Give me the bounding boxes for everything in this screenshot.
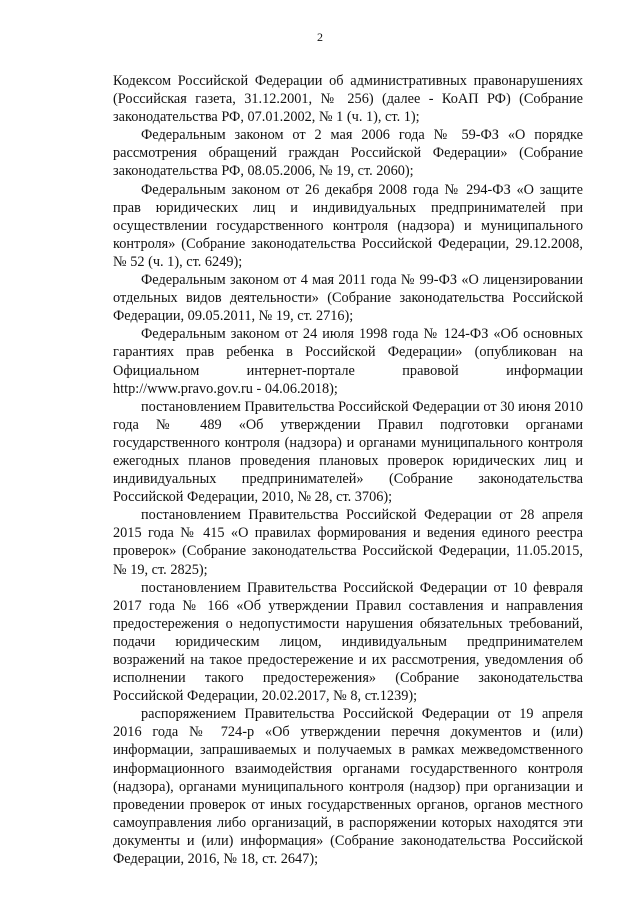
- paragraph-koap: Кодексом Российской Федерации об административных правонарушениях (Российская газета, 31.12.2001, № 256) (далее - КоАП РФ) (Собрание законодательства РФ, 07.01.2002, № 1 (ч. 1), ст. 1);: [113, 73, 583, 126]
- paragraph-law-59-fz: Федеральным законом от 2 мая 2006 года № 59-ФЗ «О порядке рассмотрения обращений граждан Российской Федерации» (Собрание законодательства РФ, 08.05.2006, № 19, ст. 2060);: [113, 127, 583, 180]
- paragraph-law-99-fz: Федеральным законом от 4 мая 2011 года № 99-ФЗ «О лицензировании отдельных видов деятельности» (Собрание законодательства Российской Федерации, 09.05.2011, № 19, ст. 2716);: [113, 272, 583, 325]
- paragraph-decree-166: постановлением Правительства Российской Федерации от 10 февраля 2017 года № 166 «Об утверждении Правил составления и направления предостережения о недопустимости нарушения обязательных требований, подачи юридическим лицом, индивидуальным предпринимателем возражений на такое предостережение и их рассмотрения, уведомления об исполнении такого предостережения» (Собрание законодательства Российской Федерации, 20.02.2017, № 8, ст.1239);: [113, 579, 583, 705]
- document-body: [113, 72, 583, 868]
- paragraph-law-124-fz: Федеральным законом от 24 июля 1998 года № 124-ФЗ «Об основных гарантиях прав ребенка в Российской Федерации» (опубликован на Официальном интернет-портале правовой информации http://www.pravo.gov.ru - 04.06.2018);: [113, 326, 583, 397]
- paragraph-order-724-r: распоряжением Правительства Российской Федерации от 19 апреля 2016 года № 724-р «Об утверждении перечня документов и (или) информации, запрашиваемых и получаемых в рамках межведомственного информационного взаимодействия органами государственного контроля (надзора), органами муниципального контроля (надзор) при организации и проведении проверок от иных государственных органов, органов местного самоуправления либо организаций, в распоряжении которых находятся эти документы и (или) информация» (Собрание законодательства Российской Федерации, 2016, № 18, ст. 2647);: [113, 706, 583, 868]
- paragraph-law-294-fz: Федеральным законом от 26 декабря 2008 года № 294-ФЗ «О защите прав юридических лиц и индивидуальных предпринимателей при осуществлении государственного контроля (надзора) и муниципального контроля» (Собрание законодательства Российской Федерации, 29.12.2008, № 52 (ч. 1), ст. 6249);: [113, 181, 583, 270]
- paragraph-decree-415: постановлением Правительства Российской Федерации от 28 апреля 2015 года № 415 «О правилах формирования и ведения единого реестра проверок» (Собрание законодательства Российской Федерации, 11.05.2015, № 19, ст. 2825);: [113, 507, 583, 578]
- paragraph-decree-489: постановлением Правительства Российской Федерации от 30 июня 2010 года № 489 «Об утверждении Правил подготовки органами государственного контроля (надзора) и органами муниципального контроля ежегодных планов проведения плановых проверок юридических лиц и индивидуальных предпринимателей» (Собрание законодательства Российской Федерации, 2010, № 28, ст. 3706);: [113, 398, 583, 506]
- page-number: 2: [317, 30, 323, 44]
